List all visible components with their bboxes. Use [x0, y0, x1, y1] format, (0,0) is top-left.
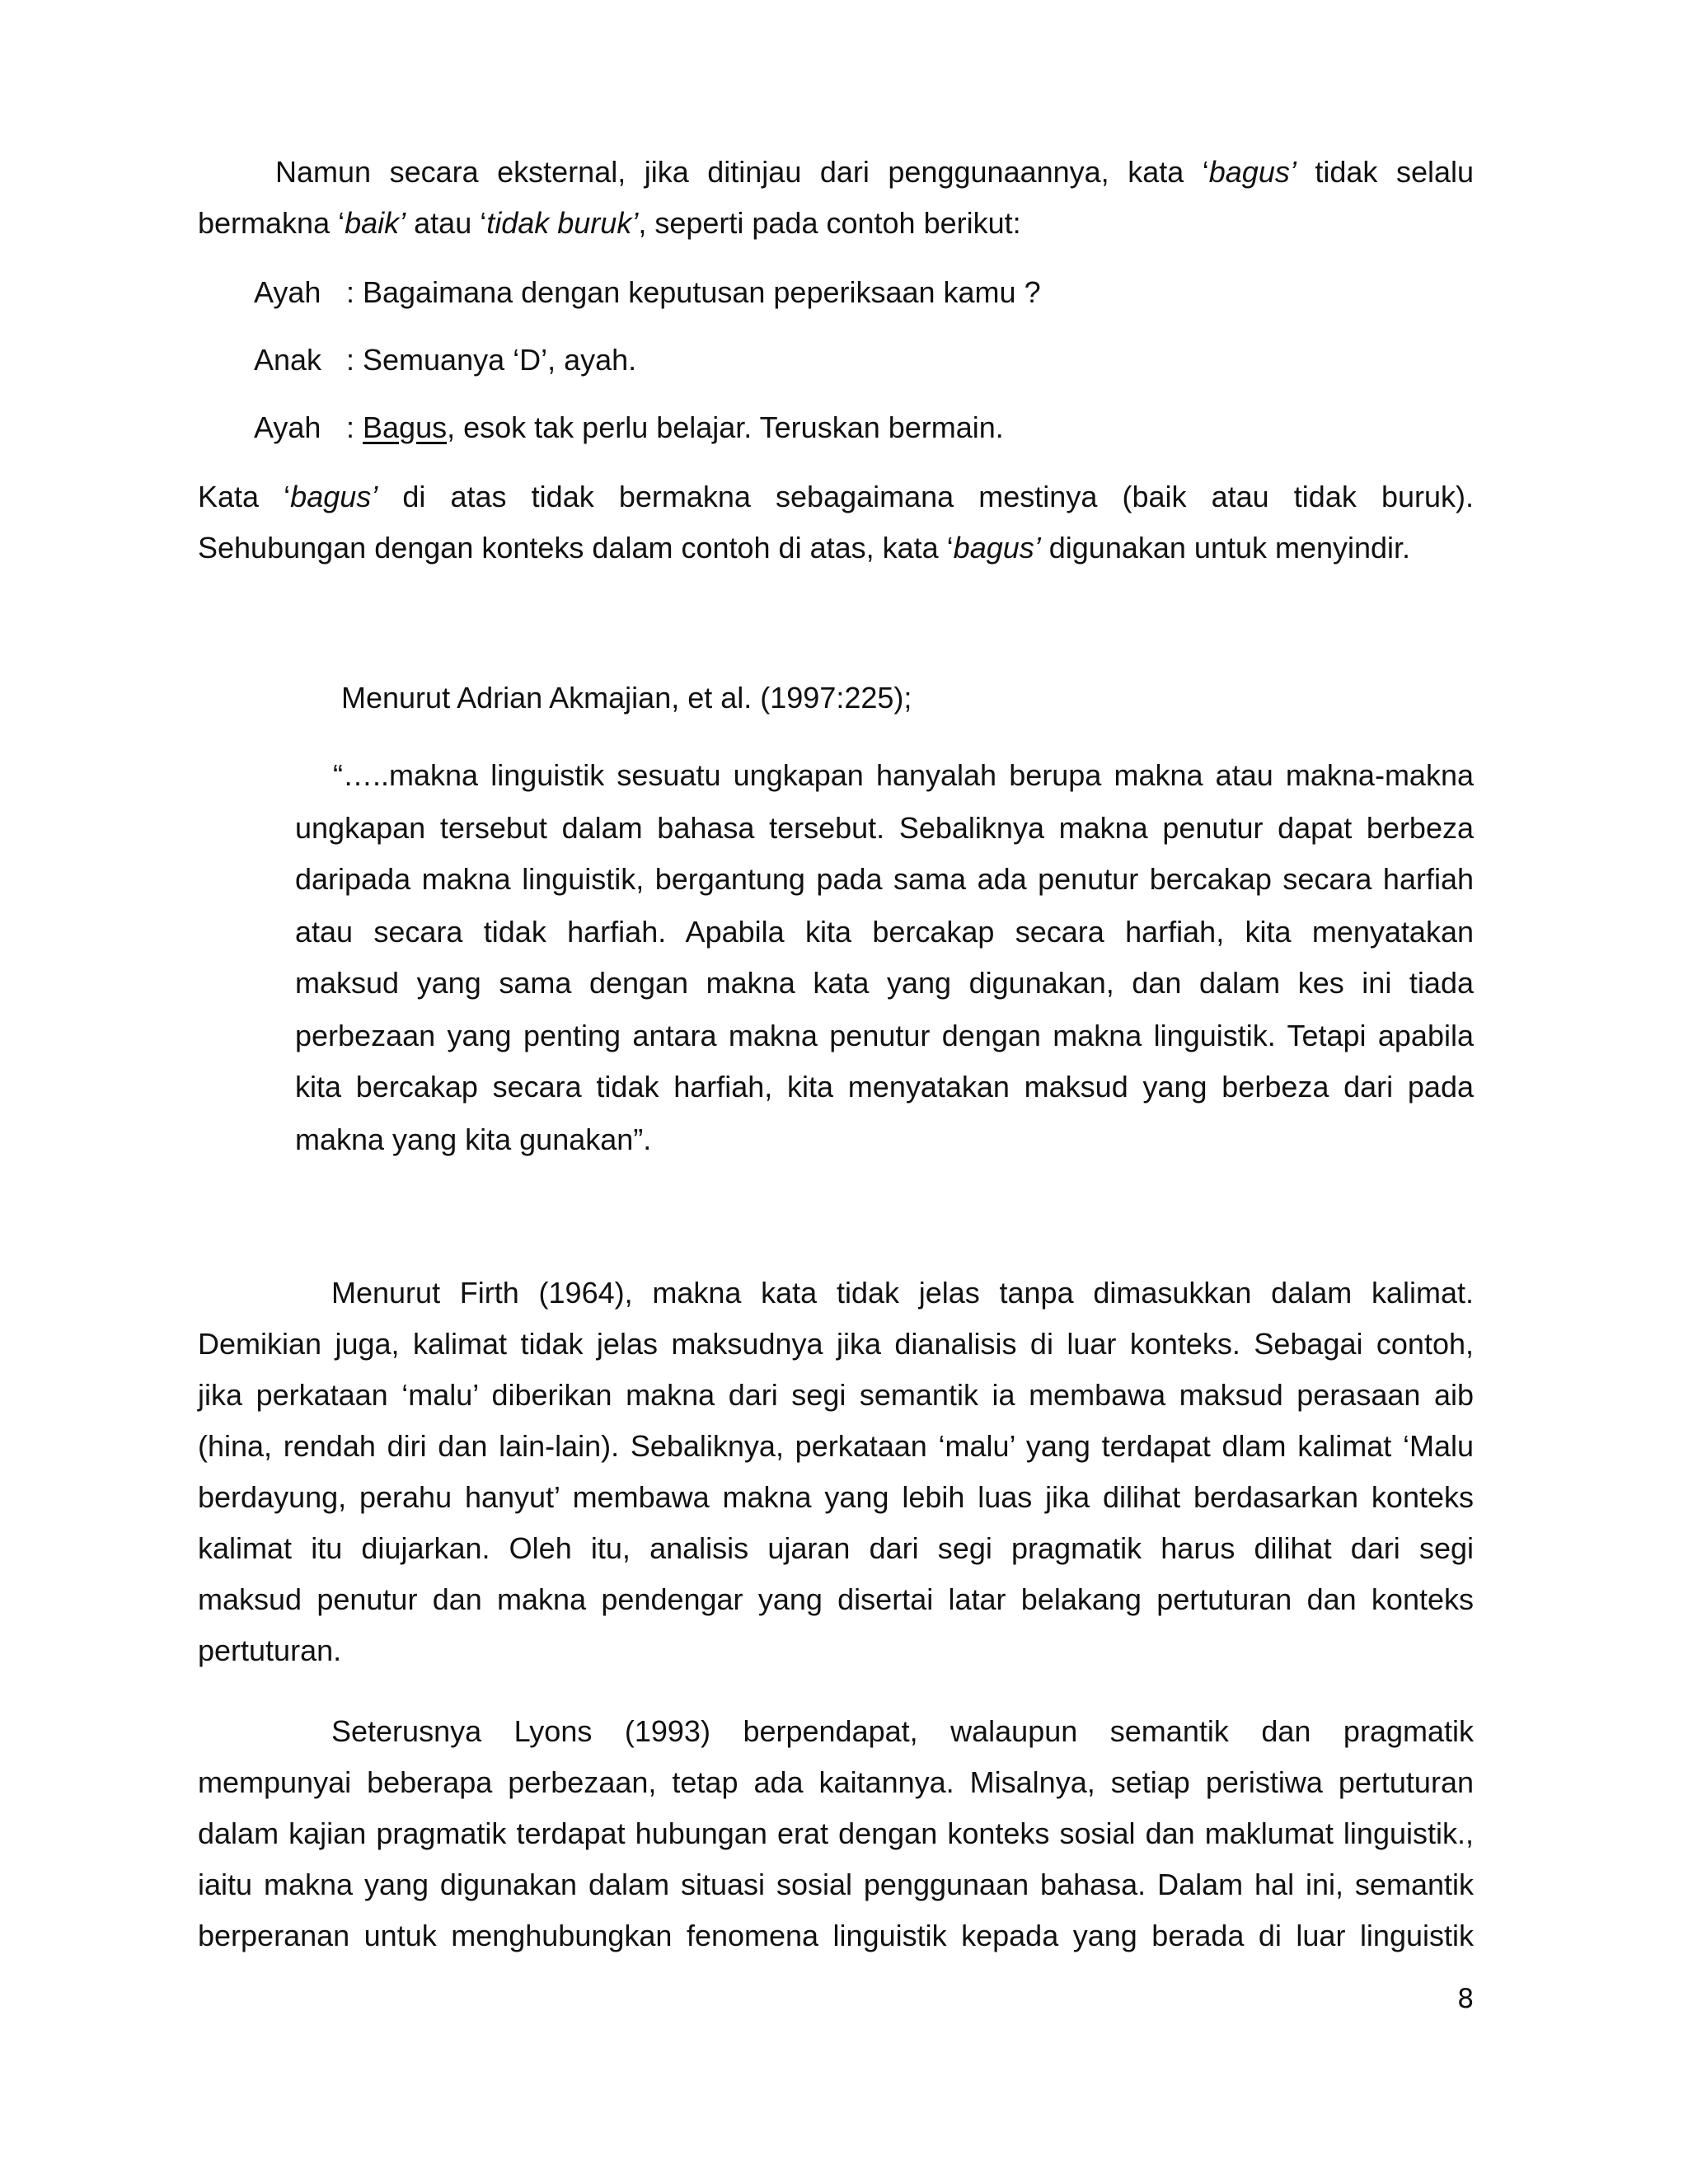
underlined-word: Bagus — [363, 410, 448, 444]
paragraph-line: Namun secara eksternal, jika ditinjau dari penggunaannya, kata ‘bagus’ tidak selalu — [275, 155, 1474, 189]
paragraph-line: kalimat itu diujarkan. Oleh itu, analisis ujaran dari segi pragmatik harus dilihat dari segi — [198, 1531, 1474, 1565]
quote-line: kita bercakap secara tidak harfiah, kita menyatakan maksud yang berbeza dari pada — [295, 1070, 1474, 1104]
paragraph-line: maksud penutur dan makna pendengar yang disertai latar belakang pertuturan dan konteks — [198, 1582, 1474, 1616]
quote-line: makna yang kita gunakan”. — [295, 1122, 652, 1156]
paragraph-line: iaitu makna yang digunakan dalam situasi sosial penggunaan bahasa. Dalam hal ini, semantik — [198, 1868, 1474, 1901]
paragraph-line: Demikian juga, kalimat tidak jelas maksudnya jika dianalisis di luar konteks. Sebagai contoh, — [198, 1327, 1474, 1361]
paragraph-line: Menurut Firth (1964), makna kata tidak jelas tanpa dimasukkan dalam kalimat. — [331, 1276, 1474, 1310]
paragraph-line: bermakna ‘baik’ atau ‘tidak buruk’, seperti pada contoh berikut: — [198, 206, 1021, 240]
paragraph-line: dalam kajian pragmatik terdapat hubungan erat dengan konteks sosial dan maklumat linguistik., — [198, 1816, 1474, 1850]
page-number: 8 — [1457, 1983, 1475, 2014]
paragraph-line: Kata ‘bagus’ di atas tidak bermakna sebagaimana mestinya (baik atau tidak buruk). — [198, 480, 1474, 513]
quote-intro: Menurut Adrian Akmajian, et al. (1997:225); — [341, 681, 912, 715]
speaker-label: Anak — [254, 343, 322, 377]
paragraph-line: pertuturan. — [198, 1633, 342, 1667]
paragraph-line: berperanan untuk menghubungkan fenomena linguistik kepada yang berada di luar linguistik — [198, 1919, 1474, 1952]
paragraph-line: Sehubungan dengan konteks dalam contoh di atas, kata ‘bagus’ digunakan untuk menyindir. — [198, 531, 1411, 565]
quote-line: perbezaan yang penting antara makna penutur dengan makna linguistik. Tetapi apabila — [295, 1019, 1474, 1052]
quote-line: “…..makna linguistik sesuatu ungkapan hanyalah berupa makna atau makna-makna — [333, 758, 1474, 792]
dialog-line: Ayah : Bagaimana dengan keputusan peperiksaan kamu ? — [254, 275, 1041, 309]
dialog-line: Ayah : Bagus, esok tak perlu belajar. Teruskan bermain. — [254, 410, 1004, 444]
speaker-label: Ayah — [254, 410, 321, 444]
quote-line: maksud yang sama dengan makna kata yang digunakan, dan dalam kes ini tiada — [295, 966, 1474, 1000]
paragraph-line: mempunyai beberapa perbezaan, tetap ada kaitannya. Misalnya, setiap peristiwa pertuturan — [198, 1765, 1474, 1799]
speaker-label: Ayah — [254, 275, 321, 309]
dialog-line: Anak : Semuanya ‘D’, ayah. — [254, 343, 637, 377]
quote-line: daripada makna linguistik, bergantung pada sama ada penutur bercakap secara harfiah — [295, 862, 1474, 896]
quote-line: atau secara tidak harfiah. Apabila kita bercakap secara harfiah, kita menyatakan — [295, 915, 1474, 949]
quote-line: ungkapan tersebut dalam bahasa tersebut. Sebaliknya makna penutur dapat berbeza — [295, 811, 1474, 845]
paragraph-line: berdayung, perahu hanyut’ membawa makna yang lebih luas jika dilihat berdasarkan konteks — [198, 1480, 1474, 1514]
paragraph-line: Seterusnya Lyons (1993) berpendapat, walaupun semantik dan pragmatik — [331, 1714, 1474, 1748]
paragraph-line: (hina, rendah diri dan lain-lain). Sebaliknya, perkataan ‘malu’ yang terdapat dlam kalimat ‘Malu — [198, 1429, 1474, 1463]
paragraph-line: jika perkataan ‘malu’ diberikan makna dari segi semantik ia membawa maksud perasaan aib — [198, 1378, 1474, 1412]
